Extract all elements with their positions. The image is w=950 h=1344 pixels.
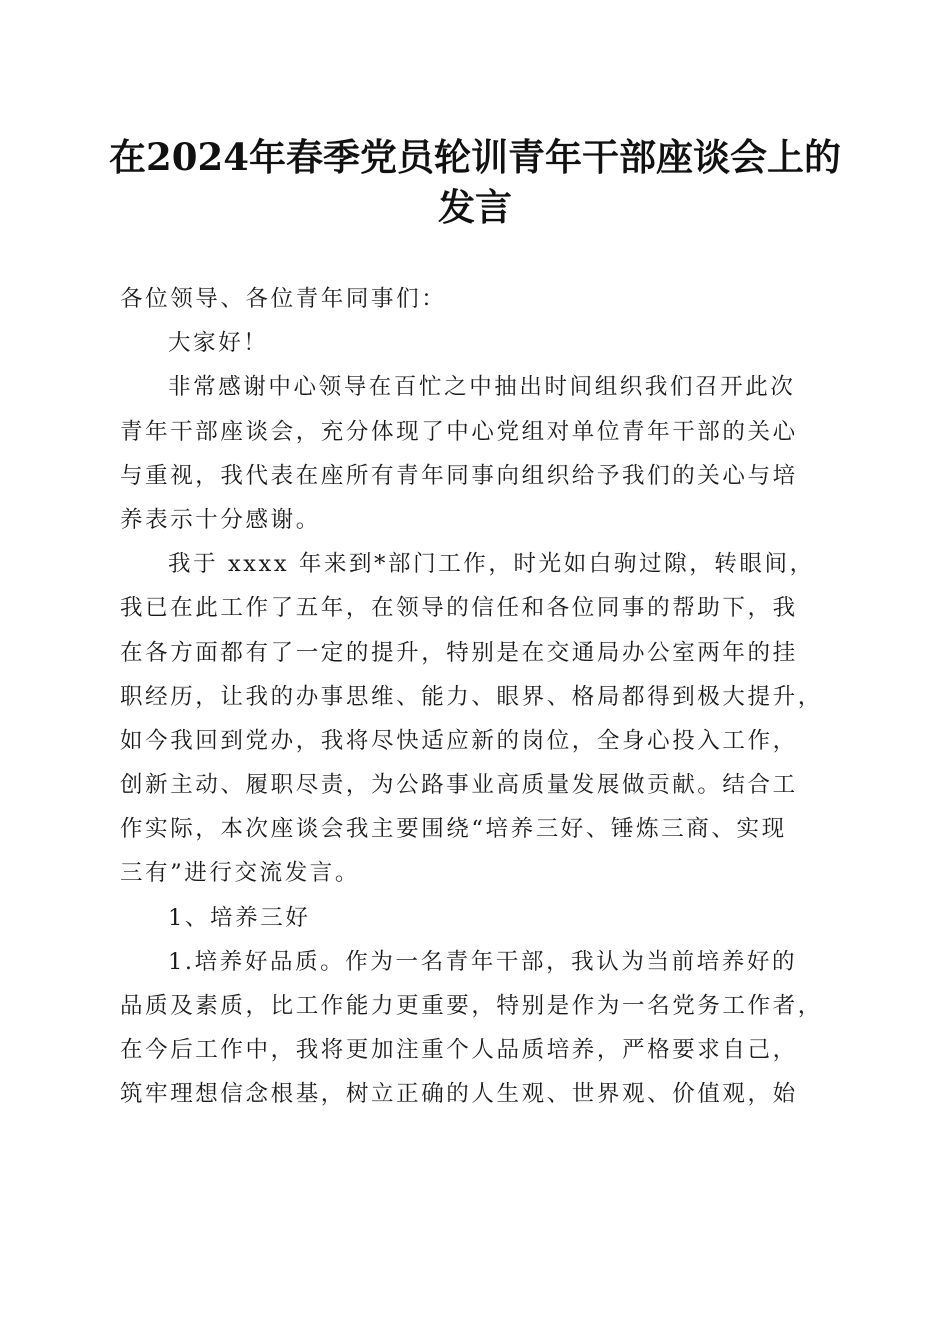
salutation: 各位领导、各位青年同事们： [120,286,447,312]
paragraph-line: 筑牢理想信念根基，树立正确的人生观、世界观、价值观，始 [120,1081,798,1108]
paragraph-line: 三有”进行交流发言。 [120,860,361,887]
greeting: 大家好！ [168,330,269,357]
paragraph-line: 1.培养好品质。作为一名青年干部，我认为当前培养好的 [168,948,798,975]
title-line-2: 发言 [438,185,512,229]
paragraph-line: 青年干部座谈会，充分体现了中心党组对单位青年干部的关心 [120,418,798,445]
paragraph-line: 作实际，本次座谈会我主要围绕“培养三好、锤炼三商、实现 [120,816,787,843]
paragraph-line: 非常感谢中心领导在百忙之中抽出时间组织我们召开此次 [168,374,796,401]
paragraph-line: 我已在此工作了五年，在领导的信任和各位同事的帮助下，我 [120,595,798,622]
paragraph-line: 品质及素质，比工作能力更重要，特别是作为一名党务工作者， [120,993,823,1019]
paragraph-line: 如今我回到党办，我将尽快适应新的岗位，全身心投入工作， [120,727,798,754]
document-body [120,277,832,1117]
paragraph-line: 创新主动、履职尽责，为公路事业高质量发展做贡献。结合工 [120,772,798,799]
paragraph-line: 在各方面都有了一定的提升，特别是在交通局办公室两年的挂 [120,639,798,666]
paragraph-line: 在今后工作中，我将更加注重个人品质培养，严格要求自己， [120,1037,798,1064]
title-line-1: 在2024年春季党员轮训青年干部座谈会上的 [109,135,841,179]
paragraph-line: 养表示十分感谢。 [120,506,321,533]
paragraph-line: 与重视，我代表在座所有青年同事向组织给予我们的关心与培 [120,462,798,489]
paragraph-line: 职经历，让我的办事思维、能力、眼界、格局都得到极大提升， [120,683,823,710]
document-title [100,132,850,232]
section-heading: 1、培养三好 [168,904,311,931]
paragraph-line: 我于 xxxx 年来到*部门工作，时光如白驹过隙，转眼间， [168,551,815,578]
